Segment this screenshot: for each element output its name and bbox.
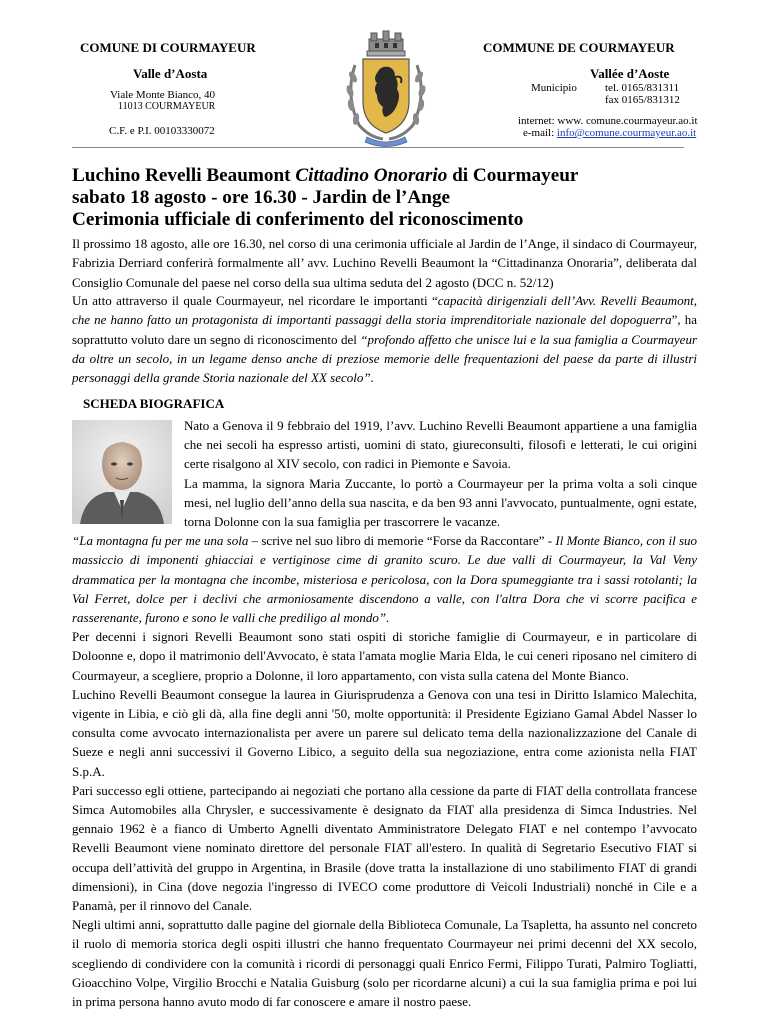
biography (72, 416, 697, 1011)
fax: fax 0165/831312 (605, 94, 680, 106)
website: internet: www. comune.courmayeur.ao.it (518, 115, 698, 127)
p2-quote-1: capacità dirigenziali dell’Avv. Revelli Beaumont, che ne hanno fatto un protagonista di importanti passaggi della storia imprenditoriale nazionale del dopoguerra (72, 293, 697, 328)
region-it: Valle d’Aosta (133, 66, 208, 81)
intro-paragraph-1: Il prossimo 18 agosto, alle ore 16.30, nel corso di una cerimonia ufficiale al Jardin de l’Ange, il sindaco di Courmayeur, Fabrizia Derriard conferirà formalmente all’ avv. Luchino Revelli Beaumont la “Cittadinanza Onoraria”, deliberata dal Consiglio Comunale del paese nel corso della sua ultima seduta del 2 agosto (DCC n. 52/12) (72, 236, 697, 290)
bio-paragraph-2: La mamma, la signora Maria Zuccante, lo portò a Courmayeur per la prima volta a soli cinque mesi, nel luglio dell’anno della sua nascita, e da ben 93 anni l'avvocato, puntualmente, ogni estate, torna Dolonne con la sua famiglia per trascorrere le vacanze. (184, 475, 697, 530)
email-link[interactable]: info@comune.courmayeur.ao.it (556, 127, 697, 139)
title-name: Luchino Revelli Beaumont (72, 165, 296, 186)
comune-title-fr: COMMUNE DE COURMAYEUR (483, 40, 675, 55)
header-divider (72, 147, 684, 148)
p2-text-a: Un atto attraverso il quale Courmayeur, nel ricordare le importanti “ (72, 293, 438, 308)
bio-paragraph-6: Negli ultimi anni, soprattutto dalle pagine del giornale della Biblioteca Comunale, La Tsapletta, ha assunto nel concreto il ruolo di memoria storica degli ospiti illustri che hanno frequentato Courmayeur nei primi decenni del XX secolo, scegliendo di condividere con la comunità i ricordi di personaggi quali Enrico Fermi, Filippo Turati, Palmiro Togliatti, Gioacchino Volpe, Virgilio Brocchi e Natalia Guisburg (solo per ricordarne alcuni) a cui la sua famiglia prima e poi lui in prima persona hanno avuto modo di far conoscere e amare il nostro paese. (72, 917, 697, 1010)
comune-title-it: COMUNE DI COURMAYEUR (80, 40, 256, 55)
city-line: 11013 COURMAYEUR (118, 101, 216, 112)
title-place: di Courmayeur (447, 165, 579, 186)
bio-quote (72, 531, 697, 627)
bio-paragraph-4: Luchino Revelli Beaumont consegue la laurea in Giurisprudenza a Genova con una tesi in Diritto Islamico Malechita, vigente in Libia, e ciò gli dà, alla fine degli anni '50, molte opportunità: il Presidente Egiziano Gamal Abdel Nasser lo consulta come avvocato internazionalista per avere un parere sul delicato tema della nazionalizzazione del Canale di Sueze e negli anni successivi il Governo Libico, a seguito della sua negoziazione, entra come azionista nella FIAT S.p.A. (72, 686, 697, 779)
email-line (523, 127, 696, 139)
title-line-2: sabato 18 agosto - ore 16.30 - Jardin de l’Ange (72, 187, 451, 208)
region-fr: Vallée d’Aoste (590, 66, 670, 81)
section-heading: SCHEDA BIOGRAFICA (83, 396, 225, 411)
quote-source: – scrive nel suo libro di memorie “Forse da Raccontare” - (248, 533, 556, 549)
title-honorary: Cittadino Onorario (295, 165, 448, 186)
p2-quote-2: “profondo affetto che unisce lui e la sua famiglia a Courmayeur da oltre un secolo, in un legame denso anche di preziose memorie delle frequentazioni del paese da parte di illustri personaggi della grande Storia nazionale del XX secolo”. (72, 331, 697, 386)
p2-text-b: ”, ha soprattutto voluto dare un segno di riconoscimento del (72, 312, 697, 347)
quote-part-2: Il Monte Bianco, con il suo massiccio di imponenti ghiacciai e vertiginose cime di granito scuro. Le due valli di Courmayeur, la Val Veny drammatica per la montagna che incombe, misteriosa e pericolosa, con la Dora spumeggiante tra i sassi rotolanti; la Val Ferret, dolce per i declivi che armoniosamente discendono a valle, con l'altra Dora che vi scorre pacifica e rasserenante, furono e sono le valli che prediligo al mondo”. (72, 533, 698, 626)
fiscal-code: C.F. e P.I. 00103330072 (109, 125, 215, 137)
document-title (72, 165, 712, 231)
municipio-label: Municipio (531, 82, 577, 94)
coat-of-arms-logo (337, 25, 435, 149)
bio-paragraph-3: Per decenni i signori Revelli Beaumont sono stati ospiti di storiche famiglie di Courmayeur, e in particolare di Doloonne e, dopo il matrimonio dell'Avvocato, è stata l'amata moglie Maria Elda, le cui ceneri riposano nel cimitero di Courmayeur, a scegliere, proprio a Dolonne, il loro appartamento, con vista sulla catena del Monte Bianco. (72, 629, 697, 683)
address-line: Viale Monte Bianco, 40 (110, 89, 216, 101)
quote-part-1: “La montagna fu per me una sola (72, 533, 249, 549)
telephone: tel. 0165/831311 (605, 82, 680, 94)
intro-paragraph-2 (72, 291, 697, 387)
portrait-photo (72, 420, 172, 524)
bio-paragraph-5: Pari successo egli ottiene, partecipando ai negoziati che portano alla cessione da parte di FIAT della controllata francese Simca Automobiles alla Chrysler, e successivamente è designato da FIAT alla presidenza di Simca Industries. Nel gennaio 1962 è a fianco di Umberto Agnelli diventato Amministratore Delegato FIAT e nel contempo l’avvocato Revelli Beaumont viene nominato direttore del personale FIAT all'estero. In qualità di Segretario Esecutivo FIAT si occupa dell’attività del gruppo in Argentina, in Brasile (dove tratta la installazione di uno stabilimento FIAT di grandi dimensioni), in Cina (dove negozia l'ingresso di IVECO come produttore di Veicoli Industriali) nonché in Cile e a Panamà, per il rinnovo del Canale. (72, 782, 697, 914)
title-line-3: Cerimonia ufficiale di conferimento del riconoscimento (72, 209, 524, 230)
bio-paragraph-1: Nato a Genova il 9 febbraio del 1919, l’avv. Luchino Revelli Beaumont appartiene a una famiglia che nei secoli ha espresso artisti, uomini di stato, giureconsulti, filosofi e letterati, le cui origini certe risalgono al XIV secolo, con radici in Piemonte e Savoia. (184, 418, 697, 472)
email-label: e-mail: (523, 127, 557, 139)
title-line-1 (72, 165, 712, 187)
